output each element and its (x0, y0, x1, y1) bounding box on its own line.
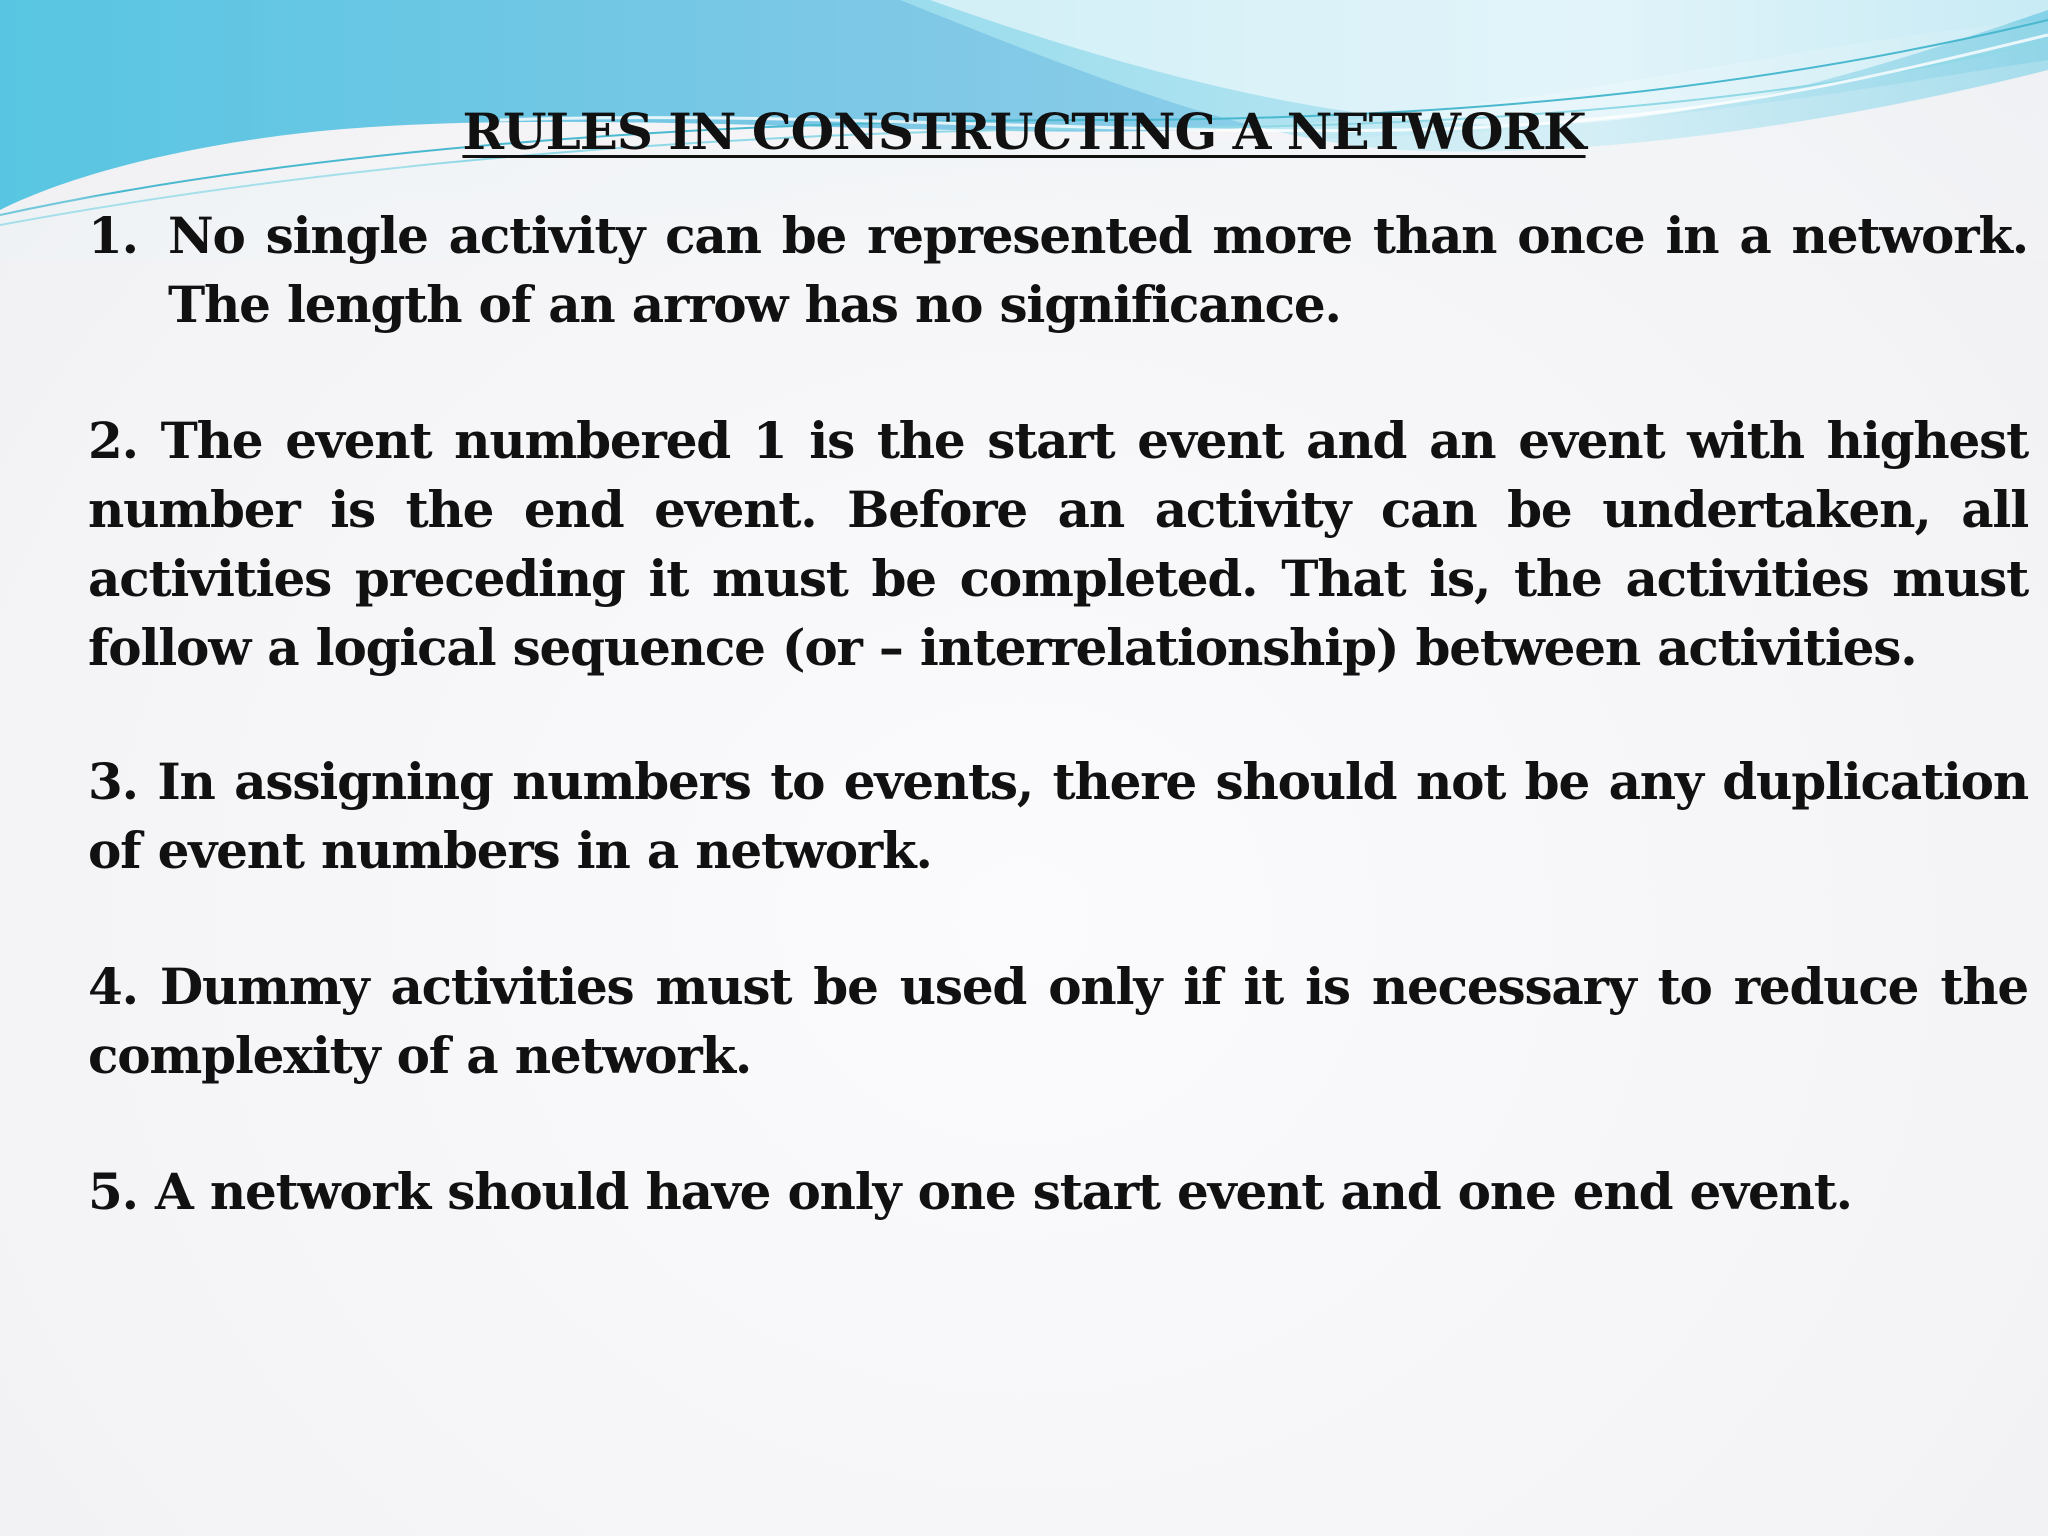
rule-number: 5. (88, 1162, 138, 1221)
rule-text: The event numbered 1 is the start event and an event with highest number is the end event. Before an activity can be undertaken, all activities preceding it must be completed. That is, the activities must follow a logical sequence (or – interrelationship) between activities. (88, 411, 2028, 677)
rule-text: Dummy activities must be used only if it is necessary to reduce the complexity of a network. (88, 957, 2028, 1085)
rule-number: 3. (88, 752, 138, 811)
rule-item-3 (88, 747, 2028, 885)
rule-text: In assigning numbers to events, there should not be any duplication of event numbers in a network. (88, 752, 2028, 880)
rule-item-2 (88, 406, 2028, 682)
rule-number: 1. (88, 206, 138, 265)
rule-number: 4. (88, 957, 138, 1016)
rule-item-5 (88, 1157, 2028, 1226)
rule-text: A network should have only one start event and one end event. (155, 1162, 1852, 1221)
rule-text: No single activity can be represented more than once in a network. The length of an arrow has no significance. (168, 206, 2028, 334)
rule-item-4 (88, 952, 2028, 1090)
slide-title (0, 100, 2048, 164)
rule-number: 2. (88, 411, 138, 470)
slide-title-text: RULES IN CONSTRUCTING A NETWORK (462, 102, 1586, 161)
rule-item-1 (88, 201, 2028, 339)
